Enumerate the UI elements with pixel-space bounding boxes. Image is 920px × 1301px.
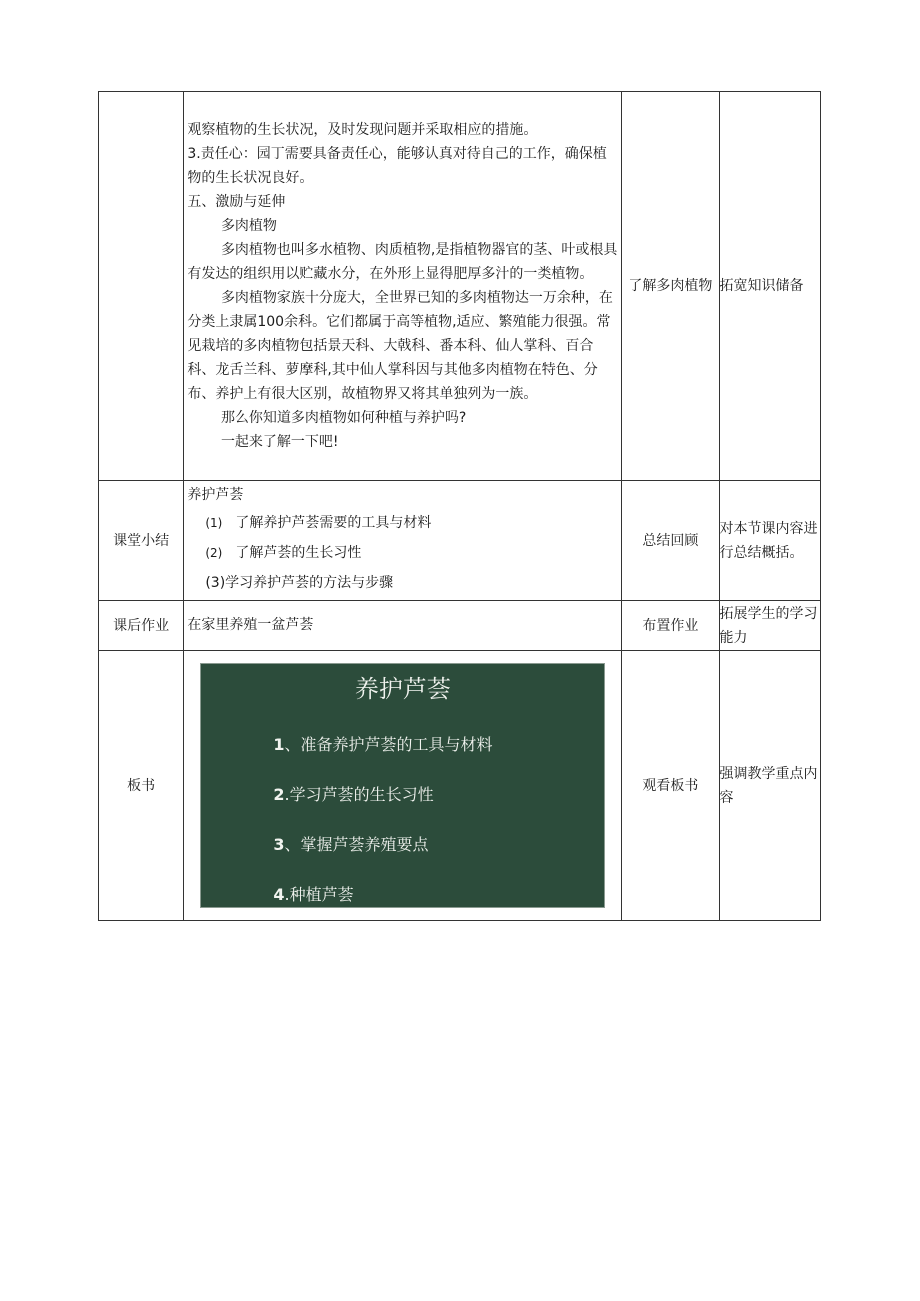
chalkboard-item	[273, 734, 492, 756]
summary-item-number: (2)	[205, 546, 223, 560]
lesson-plan-table	[98, 91, 821, 921]
chalkboard-item-text: 、准备养护芦荟的工具与材料	[284, 735, 493, 754]
chalkboard-item-number: 2	[273, 785, 285, 804]
summary-label: 课堂小结	[99, 481, 184, 601]
summary-row	[99, 481, 821, 601]
paragraph: 多肉植物也叫多水植物、肉质植物,是指植物器官的茎、叶或根具有发达的组织用以贮藏水分，在外形上显得肥厚多汁的一类植物。	[187, 241, 618, 282]
paragraph: 多肉植物家族十分庞大，全世界已知的多肉植物达一万余种，在分类上隶属100余科。它们都属于高等植物,适应、繁殖能力很强。常见栽培的多肉植物包括景天科、大戟科、番本科、仙人掌科、百合科、龙舌兰科、萝摩科,其中仙人掌科因与其他多肉植物在特色、分布、养护上有很大区别，故植物界又将其单独列为一族。	[187, 289, 613, 402]
homework-content: 在家里养殖一盆芦荟	[184, 601, 622, 651]
chalkboard-item-number: 3	[273, 835, 285, 854]
student-activity-cell: 观看板书	[622, 651, 719, 921]
design-intent-cell: 对本节课内容进行总结概括。	[719, 481, 820, 601]
chalkboard-item-text: .学习芦荟的生长习性	[284, 785, 434, 804]
chalkboard-item-text: 、掌握芦荟养殖要点	[284, 835, 429, 854]
summary-item-text: (3)学习养护芦荟的方法与步骤	[205, 575, 394, 591]
student-activity-cell: 了解多肉植物	[622, 92, 719, 481]
content-line: 3.责任心：园丁需要具备责任心，能够认真对待自己的工作，确保植物的生长状况良好。	[187, 145, 607, 186]
board-label: 板书	[99, 651, 184, 921]
summary-item	[187, 568, 618, 598]
chalkboard-item-text: .种植芦荟	[284, 885, 354, 904]
paragraph: 一起来了解一下吧!	[220, 433, 339, 450]
extension-content-cell	[184, 92, 622, 481]
chalkboard-item	[273, 784, 433, 806]
summary-item	[187, 508, 618, 538]
design-intent-cell: 拓宽知识储备	[719, 92, 820, 481]
extension-label-cell	[99, 92, 184, 481]
chalkboard-item	[273, 834, 428, 856]
summary-item-text: 了解养护芦荟需要的工具与材料	[235, 515, 432, 531]
chalkboard-item-number: 1	[273, 735, 285, 754]
design-intent-cell: 拓展学生的学习能力	[719, 601, 820, 651]
board-content-cell	[184, 651, 622, 921]
summary-title: 养护芦荟	[187, 487, 244, 503]
subheading: 多肉植物	[220, 217, 277, 234]
design-intent-cell: 强调教学重点内容	[719, 651, 820, 921]
section-heading: 五、激励与延伸	[187, 193, 286, 210]
content-line: 观察植物的生长状况，及时发现问题并采取相应的措施。	[187, 121, 538, 138]
extension-row	[99, 92, 821, 481]
chalkboard-item-number: 4	[273, 885, 285, 904]
chalkboard	[200, 663, 605, 908]
summary-item-text: 了解芦荟的生长习性	[235, 545, 362, 561]
board-row	[99, 651, 821, 921]
homework-label: 课后作业	[99, 601, 184, 651]
paragraph: 那么你知道多肉植物如何种植与养护吗?	[220, 409, 467, 426]
chalkboard-title: 养护芦荟	[354, 675, 451, 703]
student-activity-cell: 布置作业	[622, 601, 719, 651]
chalkboard-item	[273, 884, 353, 906]
summary-item	[187, 538, 618, 568]
student-activity-cell: 总结回顾	[622, 481, 719, 601]
summary-content-cell	[184, 481, 622, 601]
summary-item-number: (1)	[205, 516, 223, 530]
homework-row	[99, 601, 821, 651]
